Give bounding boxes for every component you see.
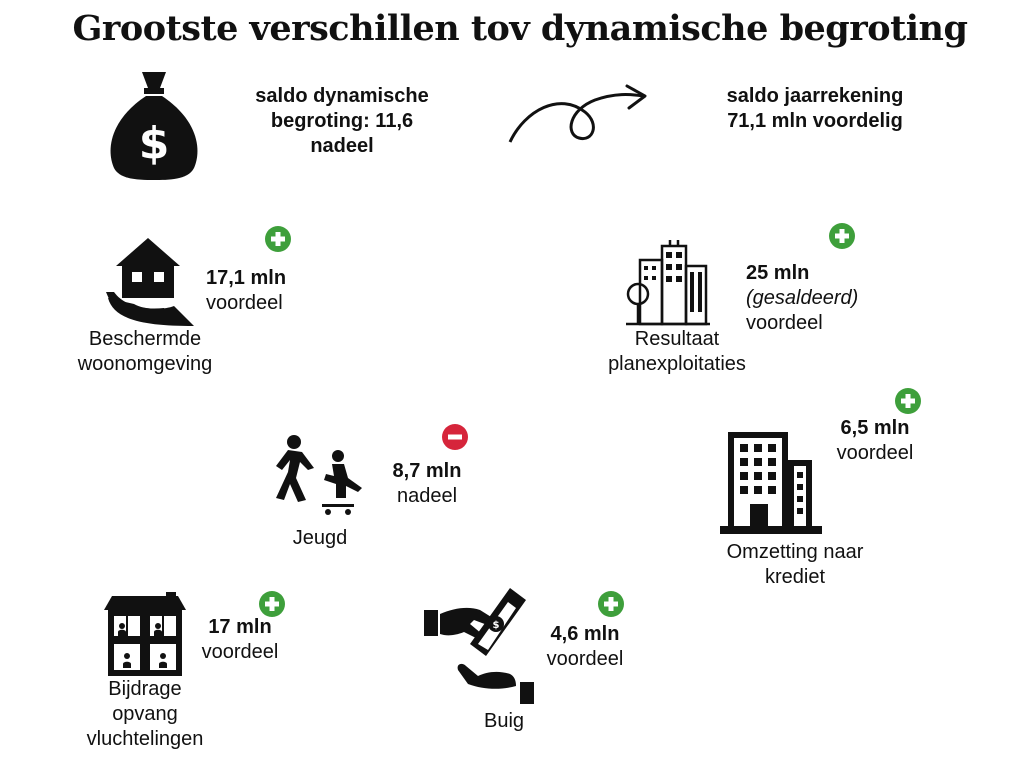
svg-text:$: $ — [138, 118, 170, 169]
money-bag-icon — [108, 70, 200, 182]
page-title: Grootste verschillen tov dynamische begroting — [72, 8, 968, 49]
svg-text:$: $ — [492, 620, 500, 631]
beschermde-label: Beschermde woonomgeving — [77, 328, 213, 375]
omzetting-value: 6,5 mln voordeel — [836, 417, 914, 464]
plus-badge — [265, 226, 291, 252]
youth-figures-icon — [274, 434, 366, 518]
city-buildings-icon — [624, 238, 712, 328]
money-hands-icon — [424, 586, 536, 708]
buig-value: 4,6 mln voordeel — [546, 623, 624, 670]
curved-arrow-icon — [505, 80, 650, 150]
plus-badge — [829, 223, 855, 249]
minus-badge — [442, 424, 468, 450]
plus-badge — [598, 591, 624, 617]
omzetting-label: Omzetting naar krediet — [726, 541, 864, 588]
plus-badge — [259, 591, 285, 617]
jeugd-value: 8,7 mln nadeel — [392, 460, 462, 507]
plus-badge — [895, 388, 921, 414]
jeugd-label: Jeugd — [292, 527, 348, 549]
vluchtelingen-value: 17 mln voordeel — [201, 616, 279, 663]
top-right-text: saldo jaarrekening 71,1 mln voordelig — [726, 85, 904, 132]
office-building-icon — [720, 430, 822, 536]
top-left-text: saldo dynamische begroting: 11,6 nadeel — [255, 85, 429, 157]
apartment-building-icon — [102, 592, 188, 678]
vluchtelingen-label: Bijdrage opvang vluchtelingen — [86, 678, 204, 750]
house-in-hand-icon — [104, 236, 198, 328]
plan-value: 25 mln (gesaldeerd) voordeel — [746, 262, 859, 334]
plan-label: Resultaat planexploitaties — [608, 328, 746, 375]
beschermde-value: 17,1 mln voordeel — [206, 267, 287, 314]
buig-label: Buig — [483, 710, 525, 732]
